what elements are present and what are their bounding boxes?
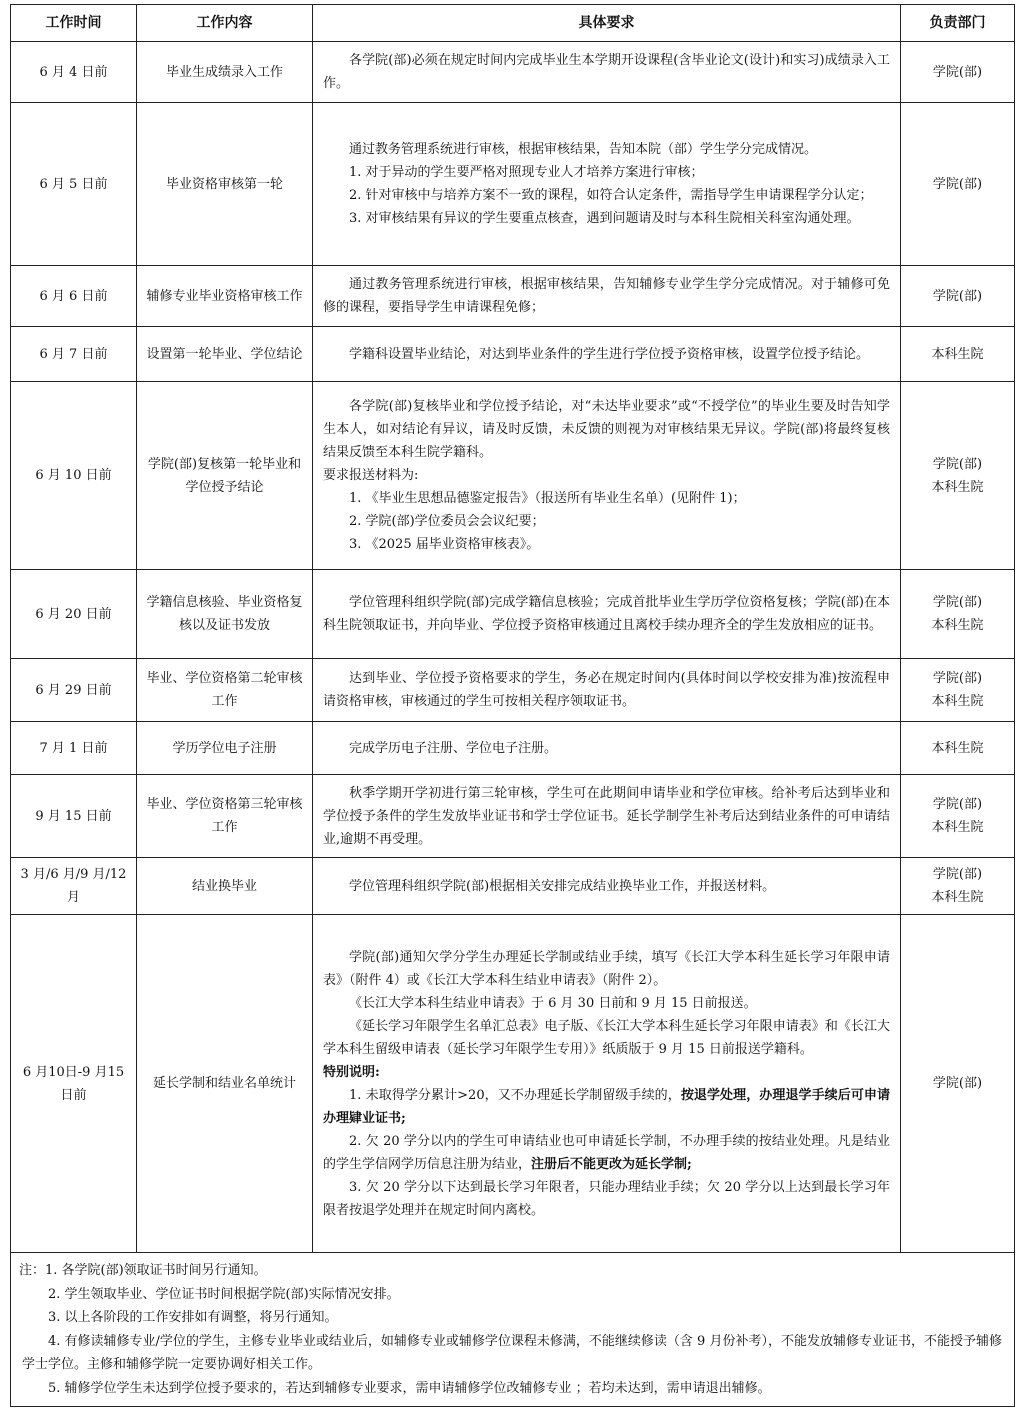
special-note-item bbox=[323, 1130, 890, 1176]
dept-line: 本科生院 bbox=[931, 890, 984, 905]
dept-line: 本科生院 bbox=[931, 740, 984, 756]
table-row bbox=[11, 775, 1015, 858]
special-note-text: 1. 未取得学分累计>20，又不办理延长学制留级手续的， bbox=[349, 1087, 681, 1103]
dept-line: 本科生院 bbox=[931, 820, 984, 835]
special-note-item bbox=[323, 1084, 890, 1130]
cell-task: 学历学位电子注册 bbox=[137, 722, 313, 775]
table-row bbox=[11, 915, 1015, 1253]
table-row bbox=[11, 382, 1015, 570]
cell-task: 设置第一轮毕业、学位结论 bbox=[137, 327, 313, 382]
req-paragraph: 完成学历电子注册、学位电子注册。 bbox=[349, 740, 558, 756]
cell-department bbox=[901, 103, 1015, 266]
cell-requirements bbox=[313, 103, 901, 266]
req-paragraph: 达到毕业、学位授予资格要求的学生，务必在规定时间内(具体时间以学校安排为准)按流程申请资格审核，审核通过的学生可按相关程序领取证书。 bbox=[323, 671, 890, 709]
table-row bbox=[11, 722, 1015, 775]
table-row bbox=[11, 103, 1015, 266]
dept-line: 学院(部) bbox=[932, 797, 983, 812]
special-note-text: 2. 欠 20 学分以内的学生可申请结业也可申请延长学制，不办理手续的按结业处理。凡是结业的学生学信网学历信息注册为结业， bbox=[323, 1133, 890, 1172]
special-note-label-text: 特别说明: bbox=[323, 1064, 380, 1080]
note-item: 注：1. 各学院(部)领取证书时间另行通知。 bbox=[19, 1263, 267, 1278]
req-paragraph: 通过教务管理系统进行审核，根据审核结果，告知辅修专业学生学分完成情况。对于辅修可免修的课程，要指导学生申请课程免修； bbox=[323, 277, 890, 315]
graduation-schedule-table bbox=[10, 4, 1015, 1407]
header-department: 负责部门 bbox=[901, 5, 1015, 42]
cell-requirements bbox=[313, 722, 901, 775]
table-row bbox=[11, 327, 1015, 382]
cell-time: 6 月 6 日前 bbox=[11, 266, 137, 327]
cell-requirements bbox=[313, 382, 901, 570]
header-requirements: 具体要求 bbox=[313, 5, 901, 42]
cell-requirements bbox=[313, 659, 901, 722]
table-row bbox=[11, 659, 1015, 722]
req-paragraph: 学籍科设置毕业结论，对达到毕业条件的学生进行学位授予资格审核，设置学位授予结论。 bbox=[349, 346, 870, 362]
cell-time: 7 月 1 日前 bbox=[11, 722, 137, 775]
cell-time: 6 月 20 日前 bbox=[11, 570, 137, 659]
header-time: 工作时间 bbox=[11, 5, 137, 42]
req-paragraph: 学院(部)通知欠学分学生办理延长学制或结业手续，填写《长江大学本科生延长学习年限申请表》（附件 4）或《长江大学本科生结业申请表》（附件 2）。 bbox=[323, 949, 890, 988]
cell-task: 毕业、学位资格第三轮审核工作 bbox=[137, 775, 313, 858]
cell-task: 结业换毕业 bbox=[137, 858, 313, 915]
note-item: 5. 辅修学位学生未达到学位授予要求的，若达到辅修专业要求，需申请辅修学位改辅修专业 ；若均未达到，需申请退出辅修。 bbox=[48, 1380, 771, 1396]
req-paragraph: 《长江大学本科生结业申请表》于 6 月 30 日前和 9 月 15 日前报送。 bbox=[349, 995, 757, 1011]
cell-department bbox=[901, 915, 1015, 1253]
cell-task: 学籍信息核验、毕业资格复核以及证书发放 bbox=[137, 570, 313, 659]
cell-task: 延长学制和结业名单统计 bbox=[137, 915, 313, 1253]
req-paragraph: 学位管理科组织学院(部)完成学籍信息核验；完成首批毕业生学历学位资格复核；学院(部)在本科生院领取证书，并向毕业、学位授予资格审核通过且离校手续办理齐全的学生发放相应的证书。 bbox=[323, 595, 890, 633]
req-paragraph: 2. 学院(部)学位委员会会议纪要； bbox=[349, 514, 545, 529]
dept-line: 学院(部) bbox=[932, 671, 983, 686]
cell-department bbox=[901, 382, 1015, 570]
cell-time: 6 月 4 日前 bbox=[11, 42, 137, 103]
cell-requirements bbox=[313, 915, 901, 1253]
note-item: 2. 学生领取毕业、学位证书时间根据学院(部)实际情况安排。 bbox=[48, 1286, 400, 1302]
cell-requirements bbox=[313, 327, 901, 382]
dept-line: 学院(部) bbox=[932, 867, 983, 882]
schedule-page bbox=[10, 4, 1014, 1407]
special-note-emphasis: 按退学处理，办理退学手续后可申请办理肄业证书; bbox=[323, 1087, 890, 1126]
table-row bbox=[11, 266, 1015, 327]
cell-task: 辅修专业毕业资格审核工作 bbox=[137, 266, 313, 327]
cell-time: 3 月/6 月/9 月/12 月 bbox=[11, 858, 137, 915]
special-note-emphasis: 注册后不能更改为延长学制; bbox=[531, 1156, 692, 1172]
dept-line: 本科生院 bbox=[931, 479, 984, 495]
cell-time: 6 月 5 日前 bbox=[11, 103, 137, 266]
note-item: 3. 以上各阶段的工作安排如有调整，将另行通知。 bbox=[48, 1310, 338, 1325]
table-row bbox=[11, 858, 1015, 915]
cell-department bbox=[901, 722, 1015, 775]
cell-time: 6 月 29 日前 bbox=[11, 659, 137, 722]
special-note-item: 3. 欠 20 学分以下达到最长学习年限者，只能办理结业手续；欠 20 学分以上达到最长学习年限者按退学处理并在规定时间内离校。 bbox=[323, 1179, 890, 1218]
dept-line: 本科生院 bbox=[931, 346, 984, 362]
req-paragraph: 3. 《2025 届毕业资格审核表》。 bbox=[349, 537, 540, 552]
notes-cell bbox=[11, 1253, 1015, 1407]
req-paragraph: 1. 对于异动的学生要严格对照现专业人才培养方案进行审核； bbox=[349, 165, 704, 180]
req-paragraph: 2. 针对审核中与培养方案不一致的课程，如符合认定条件，需指导学生申请课程学分认定； bbox=[349, 188, 873, 203]
req-paragraph: 学位管理科组织学院(部)根据相关安排完成结业换毕业工作，并报送材料。 bbox=[349, 878, 776, 894]
dept-line: 学院(部) bbox=[932, 64, 983, 80]
cell-department bbox=[901, 327, 1015, 382]
cell-time: 9 月 15 日前 bbox=[11, 775, 137, 858]
req-paragraph: 各学院(部)必须在规定时间内完成毕业生本学期开设课程(含毕业论文(设计)和实习)成绩录入工作。 bbox=[323, 53, 890, 91]
req-paragraph: 通过教务管理系统进行审核，根据审核结果，告知本院（部）学生学分完成情况。 bbox=[349, 142, 818, 157]
table-row bbox=[11, 570, 1015, 659]
dept-line: 学院(部) bbox=[932, 595, 983, 610]
cell-time: 6 月 7 日前 bbox=[11, 327, 137, 382]
notes-row bbox=[11, 1253, 1015, 1407]
cell-requirements bbox=[313, 266, 901, 327]
req-paragraph: 要求报送材料为: bbox=[323, 468, 419, 483]
cell-task: 学院(部)复核第一轮毕业和学位授予结论 bbox=[137, 382, 313, 570]
cell-requirements bbox=[313, 570, 901, 659]
cell-task: 毕业、学位资格第二轮审核工作 bbox=[137, 659, 313, 722]
dept-line: 学院(部) bbox=[932, 288, 983, 304]
cell-requirements bbox=[313, 858, 901, 915]
header-task: 工作内容 bbox=[137, 5, 313, 42]
cell-department bbox=[901, 266, 1015, 327]
req-paragraph: 各学院(部)复核毕业和学位授予结论，对“未达毕业要求”或“不授学位”的毕业生要及时告知学生本人，如对结论有异议，请及时反馈，未反馈的则视为对审核结果无异议。学院(部)将最终复核结果反馈至本科生院学籍科。 bbox=[323, 399, 890, 460]
cell-department bbox=[901, 570, 1015, 659]
table-row bbox=[11, 42, 1015, 103]
cell-requirements bbox=[313, 775, 901, 858]
special-note-label bbox=[323, 1061, 890, 1084]
dept-line: 学院(部) bbox=[932, 1076, 983, 1091]
cell-department bbox=[901, 775, 1015, 858]
req-paragraph: 秋季学期开学初进行第三轮审核，学生可在此期间申请毕业和学位审核。给补考后达到毕业和学位授予条件的学生发放毕业证书和学士学位证书。延长学制学生补考后达到结业条件的可申请结业,逾期不再受理。 bbox=[323, 785, 890, 847]
dept-line: 学院(部) bbox=[932, 456, 983, 472]
cell-requirements bbox=[313, 42, 901, 103]
header-row bbox=[11, 5, 1015, 42]
cell-time: 6 月 10 日前 bbox=[11, 382, 137, 570]
cell-department bbox=[901, 42, 1015, 103]
cell-time: 6 月10日-9 月15日前 bbox=[11, 915, 137, 1253]
cell-task: 毕业生成绩录入工作 bbox=[137, 42, 313, 103]
req-paragraph: 1. 《毕业生思想品德鉴定报告》（报送所有毕业生名单）(见附件 1)； bbox=[349, 491, 746, 506]
cell-task: 毕业资格审核第一轮 bbox=[137, 103, 313, 266]
dept-line: 本科生院 bbox=[931, 694, 984, 709]
cell-department bbox=[901, 659, 1015, 722]
dept-line: 学院(部) bbox=[932, 176, 983, 192]
note-item: 4. 有修读辅修专业/学位的学生，主修专业毕业或结业后，如辅修专业或辅修学位课程未修满，不能继续修读（含 9 月份补考），不能发放辅修专业证书，不能授予辅修学士学位。主修和辅修学院一定要协调好相关工作。 bbox=[22, 1333, 1002, 1372]
req-paragraph: 3. 对审核结果有异议的学生要重点核查，遇到问题请及时与本科生院相关科室沟通处理。 bbox=[349, 211, 860, 226]
dept-line: 本科生院 bbox=[931, 618, 984, 633]
cell-department bbox=[901, 858, 1015, 915]
req-paragraph: 《延长学习年限学生名单汇总表》电子版、《长江大学本科生延长学习年限申请表》和《长江大学本科生留级申请表（延长学习年限学生专用）》纸质版于 9 月 15 日前报送学籍科。 bbox=[323, 1018, 890, 1057]
